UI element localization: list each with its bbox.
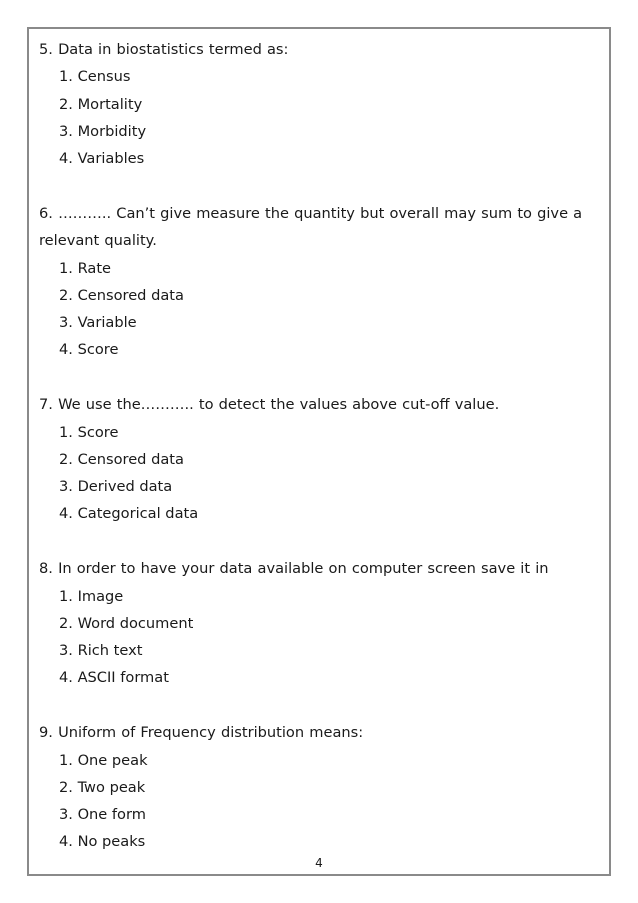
option-item: 4. Categorical data — [59, 505, 199, 523]
question-7 — [39, 391, 599, 527]
option-item: 2. Mortality — [59, 95, 143, 113]
question-stem: 5. Data in biostatistics termed as: — [39, 41, 289, 58]
option-item: 1. Census — [59, 68, 131, 86]
question-stem: 7. We use the……….. to detect the values above cut-off value. — [39, 396, 500, 414]
option-list — [39, 255, 599, 364]
page-frame — [27, 27, 611, 876]
option-list — [39, 583, 599, 692]
question-5 — [39, 36, 599, 172]
option-item: 1. Score — [59, 423, 119, 441]
option-item: 1. Image — [59, 587, 124, 605]
question-stem: 9. Uniform of Frequency distribution means: — [39, 724, 364, 742]
page-number: 4 — [315, 856, 323, 870]
option-item: 3. One form — [59, 806, 146, 824]
option-item: 4. No peaks — [59, 833, 146, 851]
option-item: 2. Two peak — [59, 778, 146, 796]
option-item: 2. Word document — [59, 614, 194, 632]
option-item: 1. One peak — [59, 751, 148, 769]
option-item: 3. Morbidity — [59, 122, 147, 140]
option-item: 3. Derived data — [59, 478, 173, 496]
question-stem: 8. In order to have your data available on computer screen save it in — [39, 560, 549, 578]
option-item: 4. Score — [59, 341, 119, 359]
option-item: 3. Variable — [59, 314, 137, 332]
question-stem: 6. ……….. Can’t give measure the quantity but overall may sum to give a relevant quality. — [39, 204, 583, 250]
question-8 — [39, 555, 599, 691]
option-item: 1. Rate — [59, 259, 112, 277]
option-list — [39, 419, 599, 528]
questions-list — [39, 36, 599, 856]
option-item: 2. Censored data — [59, 450, 184, 468]
option-item: 4. Variables — [59, 150, 145, 168]
question-6 — [39, 200, 599, 364]
option-item: 2. Censored data — [59, 286, 184, 304]
option-list — [39, 747, 599, 856]
question-9 — [39, 719, 599, 855]
option-list — [39, 63, 599, 172]
option-item: 4. ASCII format — [59, 669, 169, 687]
option-item: 3. Rich text — [59, 642, 143, 660]
